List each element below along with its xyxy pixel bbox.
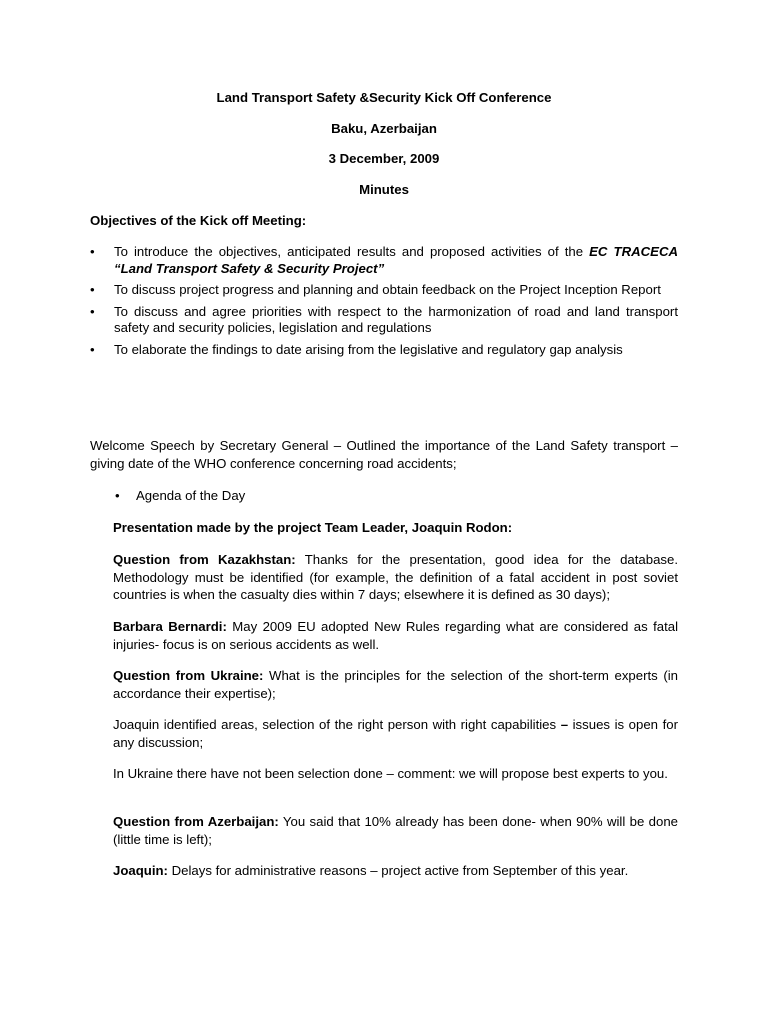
dash-separator: – [560, 717, 569, 732]
objective-item [90, 244, 678, 277]
bullet-icon: • [90, 282, 95, 297]
minute-entry [113, 667, 678, 702]
objective-item [90, 304, 678, 337]
minute-text: May 2009 EU adopted New Rules regarding what are considered as fatal injuries- focus is on serious accidents as well. [113, 619, 678, 652]
minute-entry [113, 551, 678, 604]
objective-text: To discuss and agree priorities with respect to the harmonization of road and land transport safety and security policies, legislation and regulations [114, 303, 678, 335]
speaker-label: Question from Ukraine: [113, 668, 264, 683]
speaker-label: Question from Kazakhstan: [113, 552, 296, 567]
speaker-label: Joaquin: [113, 863, 168, 878]
welcome-paragraph: Welcome Speech by Secretary General – Outlined the importance of the Land Safety transport – giving date of the WHO conference concerning road accidents; [90, 438, 678, 471]
minute-text: In Ukraine there have not been selection done – comment: we will propose best experts to you. [113, 766, 668, 781]
minute-entry [113, 813, 678, 848]
agenda-bullet-icon: • [115, 488, 120, 503]
objective-text: To introduce the objectives, anticipated results and proposed activities of the [114, 244, 590, 259]
objectives-heading: Objectives of the Kick off Meeting: [90, 213, 307, 228]
minute-text: What is the principles for the selection of the short-term experts (in accordance their expertise); [113, 668, 678, 701]
document-date: 3 December, 2009 [328, 151, 440, 166]
objective-item [90, 342, 678, 359]
bullet-icon: • [90, 244, 95, 259]
minute-text: Delays for administrative reasons – project active from September of this year. [167, 863, 629, 878]
document-title: Land Transport Safety &Security Kick Off Conference [216, 90, 552, 105]
minute-entry [113, 618, 678, 653]
bullet-icon: • [90, 341, 95, 357]
objectives-list [90, 244, 678, 363]
objective-text: To discuss project progress and planning and obtain feedback on the Project Inception Report [114, 282, 661, 297]
minute-text: Thanks for the presentation, good idea for the database. Methodology must be identified (for example, the definition of a fatal accident in post soviet countries is when the casualty dies within 7 days; elsewhere it is defined as 30 days); [113, 552, 679, 602]
objective-item [90, 282, 678, 299]
minute-text-continued: issues is open for any discussion; [113, 717, 678, 750]
document-location: Baku, Azerbaijan [331, 121, 437, 136]
bullet-icon: • [90, 303, 95, 319]
speaker-label: Barbara Bernardi: [113, 619, 227, 634]
minute-entry [113, 765, 678, 783]
project-name: EC TRACECA “Land Transport Safety & Security Project” [114, 244, 679, 276]
minute-entry [113, 716, 678, 751]
minute-text: Joaquin identified areas, selection of the right person with right capabilities [113, 717, 561, 732]
document-type: Minutes [359, 182, 409, 197]
speaker-label: Question from Azerbaijan: [113, 814, 279, 829]
agenda-item: Agenda of the Day [136, 488, 246, 503]
presentation-heading: Presentation made by the project Team Leader, Joaquin Rodon: [113, 520, 513, 535]
minute-entry [113, 862, 678, 880]
minute-text: You said that 10% already has been done- when 90% will be done (little time is left); [113, 814, 678, 847]
objective-text: To elaborate the findings to date arising from the legislative and regulatory gap analysis [114, 341, 623, 357]
